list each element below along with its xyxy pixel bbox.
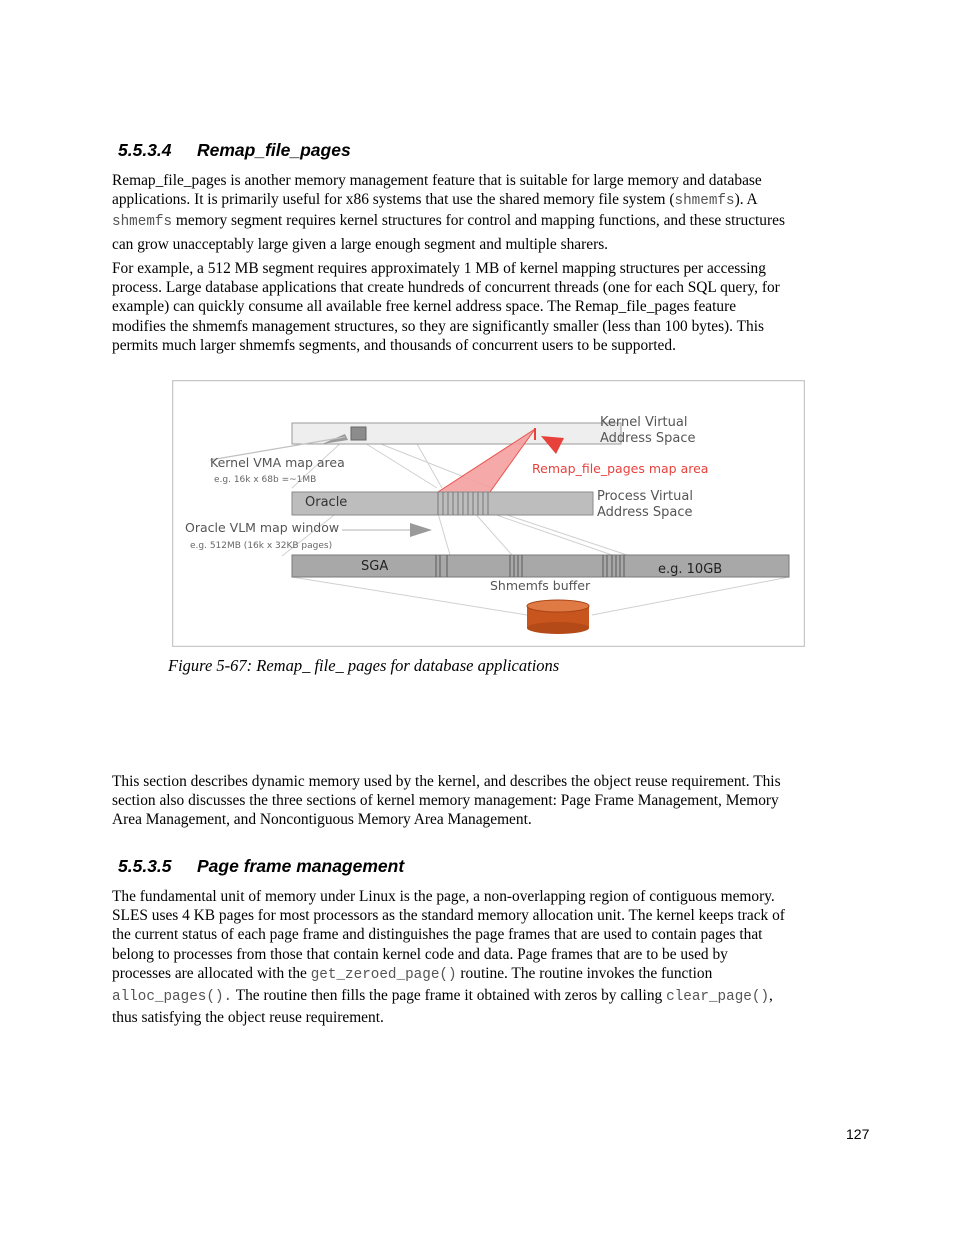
text-span: , [769, 987, 773, 1005]
code-get-zeroed-page: get_zeroed_page() [310, 966, 457, 983]
process-virtual-label-1: Process Virtual [597, 489, 693, 504]
section-heading-5534 [118, 140, 351, 161]
section-title: Page frame management [197, 856, 405, 876]
text-line: process. Large database applications that create hundreds of concurrent threads (one for each SQL query, for [112, 279, 780, 297]
remap-area-label: Remap_file_pages map area [532, 461, 709, 476]
code-clear-page: clear_page() [666, 989, 770, 1006]
size-label: e.g. 10GB [658, 562, 723, 577]
section-number: 5.5.3.4 [118, 140, 172, 160]
text-line [112, 964, 872, 985]
text-line: SLES uses 4 KB pages for most processors as the standard memory allocation unit. The kernel keeps track of [112, 907, 785, 925]
kernel-vma-label: Kernel VMA map area [210, 455, 345, 470]
text-line: Area Management, and Noncontiguous Memory Area Management. [112, 811, 532, 829]
text-line: This section describes dynamic memory used by the kernel, and describes the object reuse requirement. This [112, 773, 781, 790]
text-span: ). A [734, 191, 758, 209]
paragraph-page-frame [112, 887, 872, 1027]
section-number: 5.5.3.5 [118, 856, 172, 876]
code-shmemfs: shmemfs [674, 193, 735, 210]
kernel-virtual-label-1: Kernel Virtual [600, 415, 688, 430]
remap-file-pages-diagram [172, 380, 805, 647]
text-span: memory segment requires kernel structures for control and mapping functions, and these structures [172, 212, 785, 230]
process-virtual-label-2: Address Space [597, 505, 693, 520]
text-line: belong to processes from those that contain kernel code and data. Page frames that are to be used by [112, 945, 728, 963]
text-line: For example, a 512 MB segment requires approximately 1 MB of kernel mapping structures per accessing [112, 260, 766, 277]
text-span: The routine then fills the page frame it obtained with zeros by calling [232, 987, 667, 1005]
text-line [112, 190, 872, 211]
text-line: modifies the shmemfs management structures, so they are significantly smaller (less than 100 bytes). This [112, 317, 764, 335]
text-line: example) can quickly consume all available free kernel address space. The Remap_file_pages feature [112, 298, 737, 316]
text-line [112, 211, 872, 232]
shmemfs-disk-icon [527, 600, 589, 634]
paragraph-remap-example [112, 259, 872, 355]
text-span: routine. The routine invokes the function [456, 964, 713, 982]
sga-label: SGA [361, 559, 389, 574]
shmemfs-buffer-label: Shmemfs buffer [490, 578, 591, 593]
text-line [112, 986, 872, 1007]
kernel-vma-sublabel: e.g. 16k x 68b =~1MB [214, 475, 317, 485]
code-shmemfs: shmemfs [112, 214, 173, 231]
kernel-vma-map-block [351, 427, 366, 440]
text-line: thus satisfying the object reuse requirement. [112, 1009, 384, 1027]
text-line: Remap_file_pages is another memory management feature that is suitable for large memory and database [112, 172, 762, 189]
text-span: applications. It is primarily useful for x86 systems that use the shared memory file system ( [112, 191, 675, 209]
oracle-vlm-label: Oracle VLM map window [185, 520, 340, 535]
oracle-vlm-sublabel: e.g. 512MB (16k x 32KB pages) [190, 541, 333, 551]
oracle-label: Oracle [305, 495, 348, 510]
text-line: can grow unacceptably large given a large enough segment and multiple sharers. [112, 235, 609, 253]
paragraph-kernel-memory [112, 772, 872, 830]
code-alloc-pages: alloc_pages(). [112, 989, 233, 1006]
paragraph-remap-intro [112, 171, 872, 254]
section-heading-5535 [118, 856, 404, 877]
page-number: 127 [846, 1126, 870, 1142]
kernel-virtual-label-2: Address Space [600, 431, 696, 446]
figure-caption: Figure 5-67: Remap_ file_ pages for database applications [168, 656, 560, 675]
text-line: permits much larger shmemfs segments, and thousands of concurrent users to be supported. [112, 336, 676, 354]
section-title: Remap_file_pages [197, 140, 351, 160]
text-line: The fundamental unit of memory under Linux is the page, a non-overlapping region of contiguous memory. [112, 888, 775, 905]
text-span: processes are allocated with the [112, 964, 311, 982]
text-line: the current status of each page frame and distinguishes the page frames that are used to contain pages that [112, 926, 763, 944]
text-line: section also discusses the three sections of kernel memory management: Page Frame Management, Memory [112, 792, 779, 810]
